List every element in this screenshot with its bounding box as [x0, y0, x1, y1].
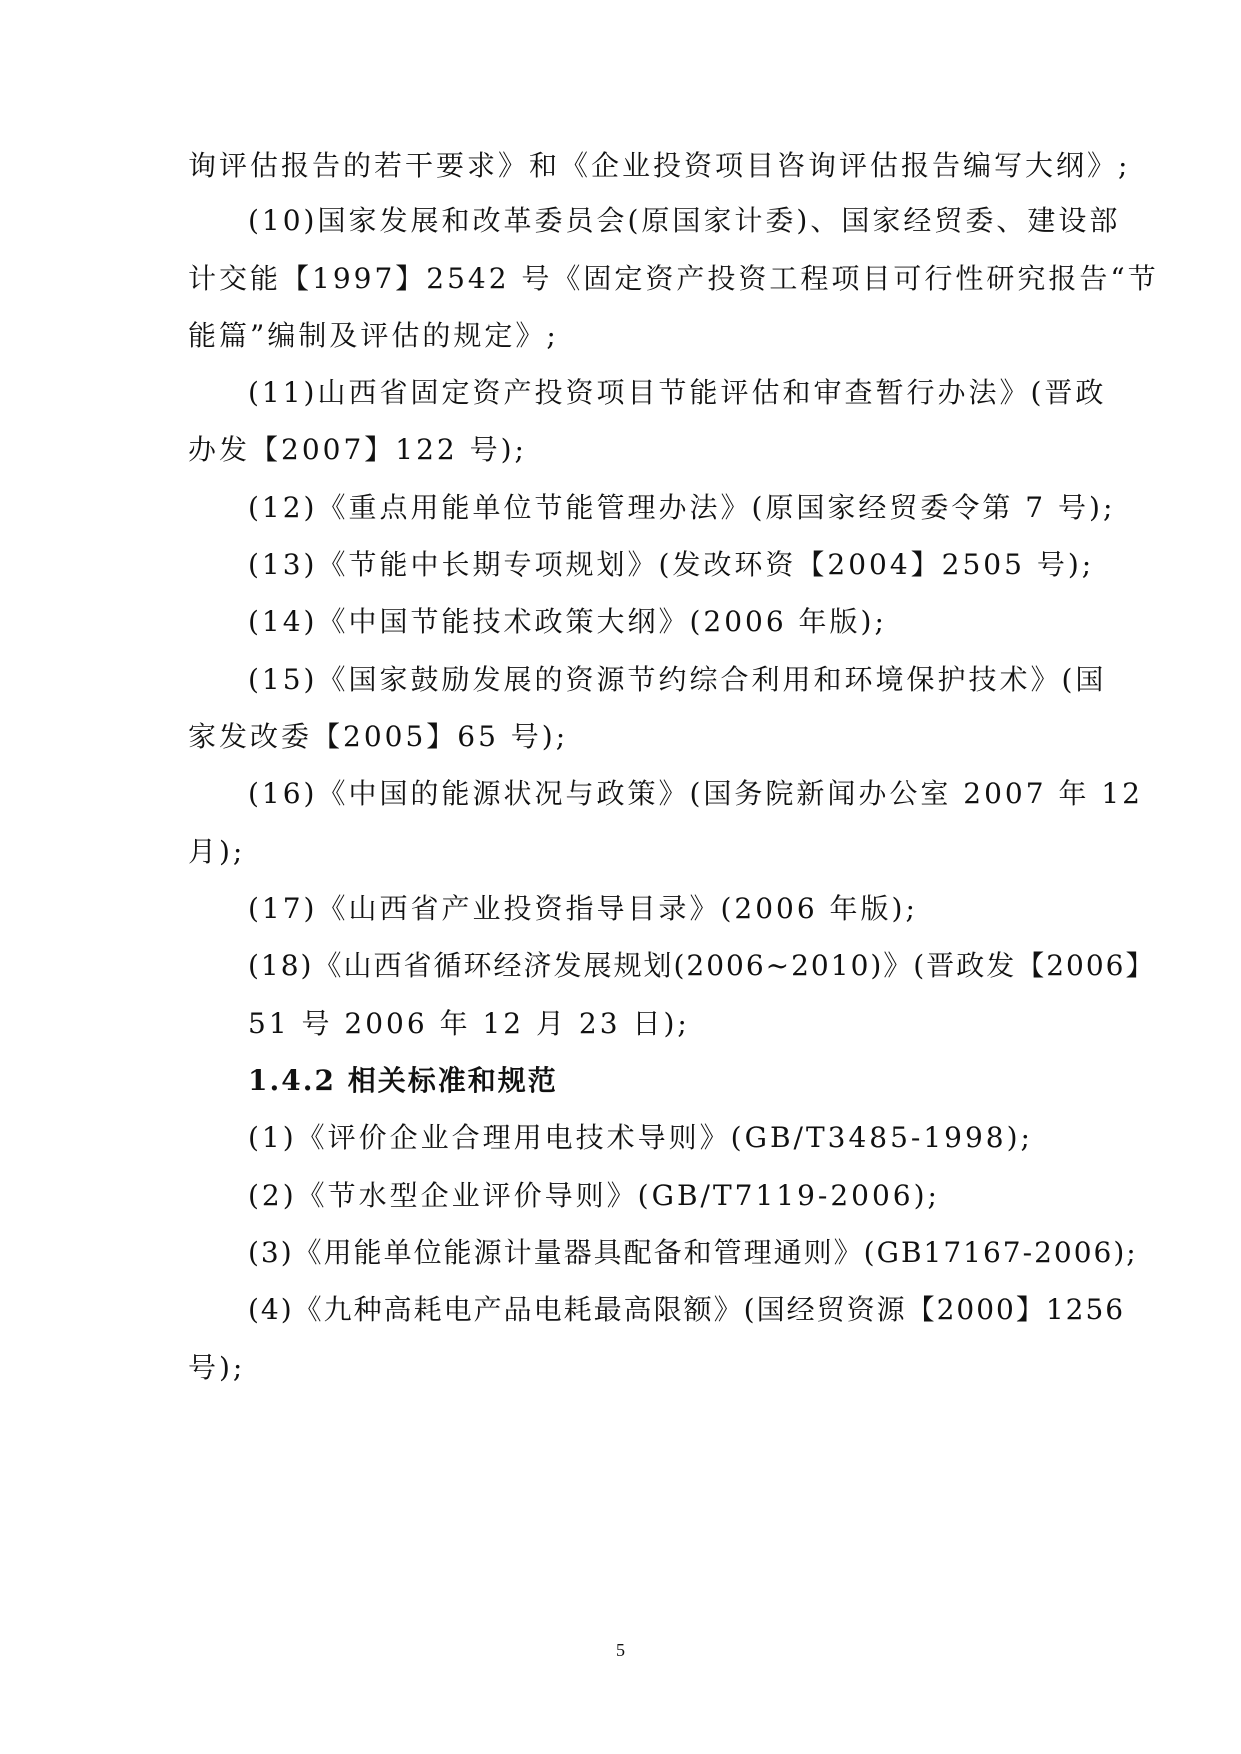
text-line-7: (12)《重点用能单位节能管理办法》(原国家经贸委令第 7 号); [248, 491, 1116, 524]
text-line-4: 能篇”编制及评估的规定》; [188, 319, 559, 352]
text-line-20: (3)《用能单位能源计量器具配备和管理通则》(GB17167-2006); [248, 1236, 1138, 1269]
text-line-15: (18)《山西省循环经济发展规划(2006~2010)》(晋政发【2006】 [248, 949, 1156, 982]
text-line-19: (2)《节水型企业评价导则》(GB/T7119-2006); [248, 1179, 940, 1212]
text-line-9: (14)《中国节能技术政策大纲》(2006 年版); [248, 605, 887, 638]
page-number: 5 [616, 1640, 625, 1660]
section-heading: 1.4.2 相关标准和规范 [248, 1064, 558, 1097]
text-line-11: 家发改委【2005】65 号); [188, 720, 569, 753]
text-line-2: (10)国家发展和改革委员会(原国家计委)、国家经贸委、建设部 [248, 204, 1121, 237]
text-line-8: (13)《节能中长期专项规划》(发改环资【2004】2505 号); [248, 548, 1095, 581]
text-line-21: (4)《九种高耗电产品电耗最高限额》(国经贸资源【2000】1256 [248, 1293, 1126, 1326]
text-line-22: 号); [188, 1351, 246, 1384]
text-line-13: 月); [188, 835, 246, 868]
text-line-6: 办发【2007】122 号); [188, 433, 527, 466]
text-line-16: 51 号 2006 年 12 月 23 日); [248, 1007, 690, 1040]
text-line-1: 询评估报告的若干要求》和《企业投资项目咨询评估报告编写大纲》; [188, 149, 1131, 182]
text-line-18: (1)《评价企业合理用电技术导则》(GB/T3485-1998); [248, 1121, 1033, 1154]
text-line-14: (17)《山西省产业投资指导目录》(2006 年版); [248, 892, 918, 925]
text-line-3: 计交能【1997】2542 号《固定资产投资工程项目可行性研究报告“节 [188, 262, 1159, 295]
text-line-5: (11)山西省固定资产投资项目节能评估和审查暂行办法》(晋政 [248, 376, 1107, 409]
text-line-12: (16)《中国的能源状况与政策》(国务院新闻办公室 2007 年 12 [248, 777, 1143, 810]
text-line-10: (15)《国家鼓励发展的资源节约综合利用和环境保护技术》(国 [248, 663, 1107, 696]
